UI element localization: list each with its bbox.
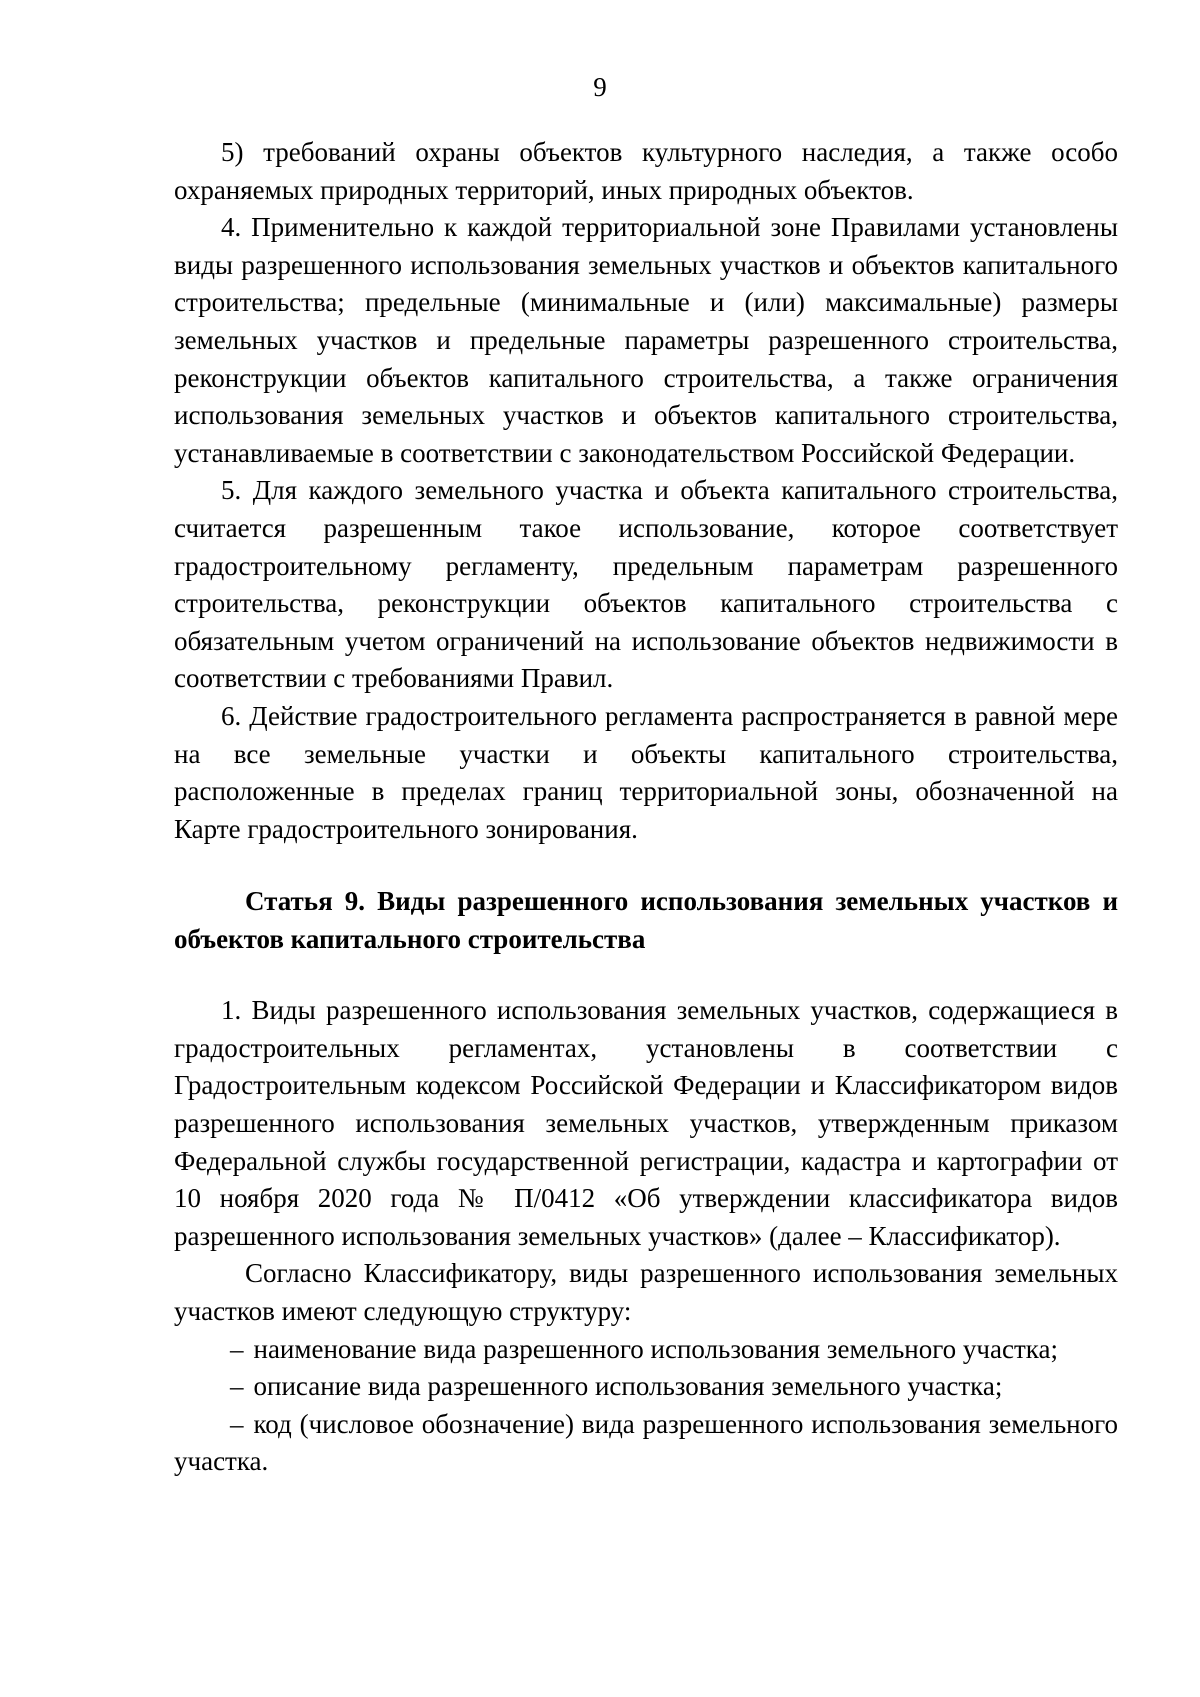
list-item-text: описание вида разрешенного использования земельного участка;	[253, 1371, 1003, 1402]
list-item	[174, 1368, 1118, 1406]
page-number: 9	[593, 72, 607, 102]
paragraph-structure-intro: Согласно Классификатору, виды разрешенного использования земельных участков имеют следующую структуру:	[174, 1258, 1118, 1327]
paragraph-clause-5: 5. Для каждого земельного участка и объекта капитального строительства, считается разрешенным такое использование, которое соответствует градостроительному регламенту, предельным параметрам разрешенного строительства, реконструкции объектов капитального строительства с обязательным учетом ограничений на использование объектов недвижимости в соответствии с требованиями Правил.	[174, 475, 1118, 694]
dash-marker: –	[230, 1371, 244, 1402]
dash-marker: –	[230, 1333, 244, 1364]
list-item-text: код (числовое обозначение) вида разрешенного использования земельного участка.	[174, 1408, 1118, 1477]
list-item-text: наименование вида разрешенного использования земельного участка;	[253, 1333, 1058, 1364]
dash-marker: –	[230, 1408, 244, 1439]
document-body	[174, 134, 1118, 1481]
paragraph-clause-4: 4. Применительно к каждой территориальной зоне Правилами установлены виды разрешенного использования земельных участков и объектов капитального строительства; предельные (минимальные и (или) максимальные) размеры земельных участков и предельные параметры разрешенного строительства, реконструкции объектов капитального строительства, а также ограничения использования земельных участков и объектов капитального строительства, устанавливаемые в соответствии с законодательством Российской Федерации.	[174, 212, 1118, 468]
paragraph-article-clause-1: 1. Виды разрешенного использования земельных участков, содержащиеся в градостроительных регламентах, установлены в соответствии с Градостроительным кодексом Российской Федерации и Классификатором видов разрешенного использования земельных участков, утвержденным приказом Федеральной службы государственной регистрации, кадастра и картографии от 10 ноября 2020 года № П/0412 «Об утверждении классификатора видов разрешенного использования земельных участков» (далее – Классификатор).	[174, 995, 1118, 1251]
paragraph-item-5: 5) требований охраны объектов культурного наследия, а также особо охраняемых природных территорий, иных природных объектов.	[174, 137, 1118, 205]
paragraph-clause-6: 6. Действие градостроительного регламента распространяется в равной мере на все земельные участки и объекты капитального строительства, расположенные в пределах границ территориальной зоны, обозначенной на Карте градостроительного зонирования.	[174, 700, 1118, 844]
list-item	[174, 1331, 1118, 1369]
list-item	[174, 1406, 1118, 1481]
article-heading: Статья 9. Виды разрешенного использования земельных участков и объектов капитального строительства	[174, 886, 1118, 955]
